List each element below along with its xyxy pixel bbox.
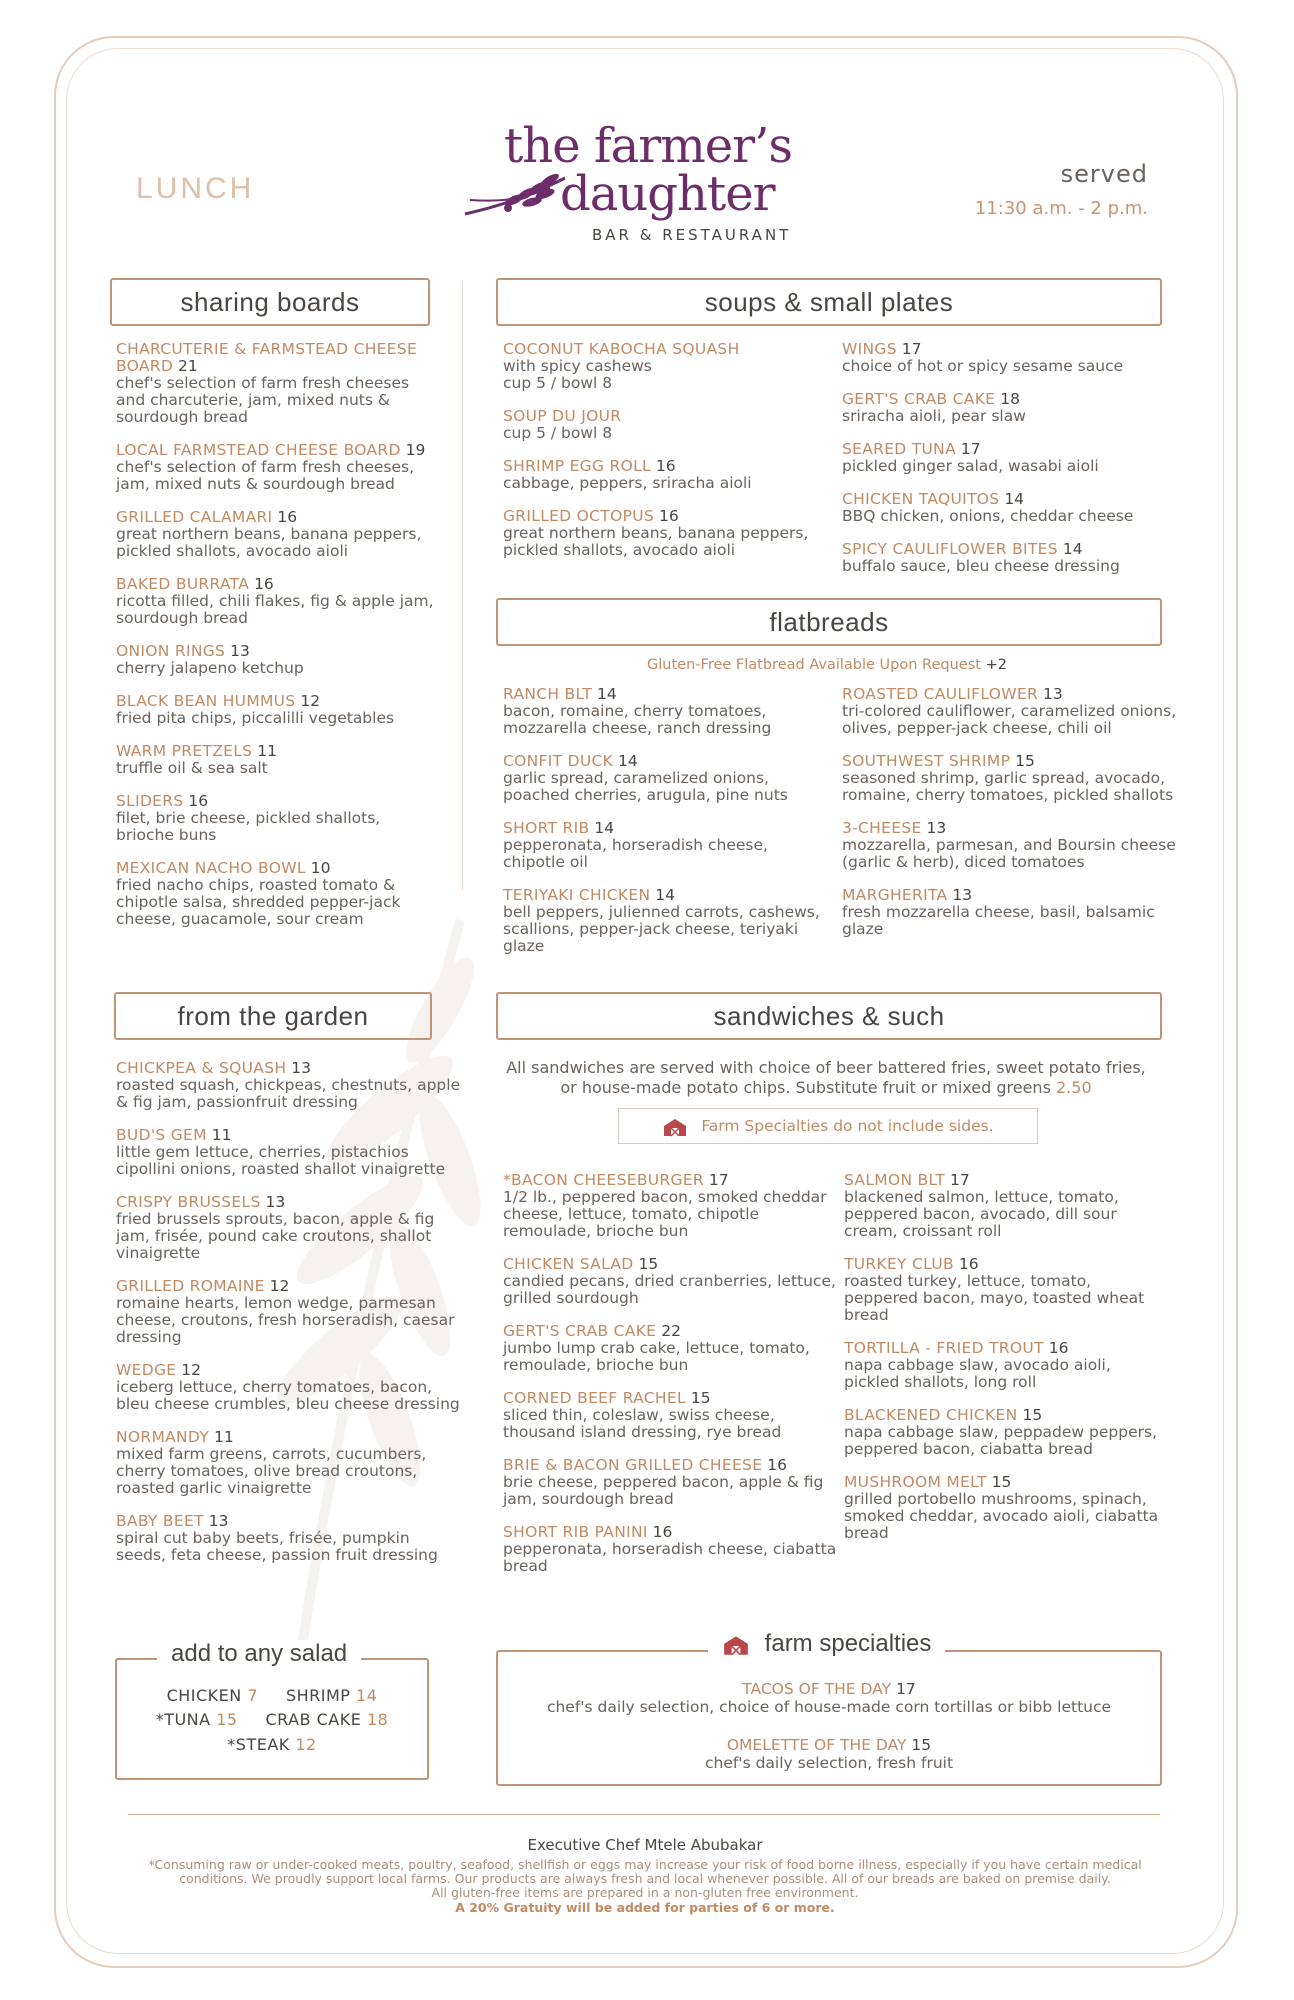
flatbread-note bbox=[496, 657, 1158, 673]
menu-item-description: 1/2 lb., peppered bacon, smoked cheddar cheese, lettuce, tomato, chipotle remoulade, brioche bun bbox=[503, 1188, 827, 1240]
menu-item-description: chef's selection of farm fresh cheeses, jam, mixed nuts & sourdough bread bbox=[116, 458, 415, 493]
menu-item-price: 21 bbox=[178, 357, 198, 375]
menu-item bbox=[503, 820, 823, 871]
menu-item bbox=[503, 1172, 843, 1240]
menu-item-price: 11 bbox=[211, 1126, 232, 1144]
menu-item-price: 13 bbox=[952, 886, 973, 904]
menu-item bbox=[503, 1457, 843, 1508]
menu-item-name: CHICKPEA & SQUASH bbox=[116, 1059, 287, 1077]
menu-item-description: roasted turkey, lettuce, tomato, peppered bacon, mayo, toasted wheat bread bbox=[844, 1272, 1145, 1324]
menu-item-name: SPICY CAULIFLOWER BITES bbox=[842, 540, 1058, 558]
menu-item-price: 15 bbox=[690, 1389, 711, 1407]
menu-item-description: bacon, romaine, cherry tomatoes, mozzarella cheese, ranch dressing bbox=[503, 702, 772, 737]
menu-item-description: with spicy cashews bbox=[503, 357, 652, 375]
menu-item-name: SOUTHWEST SHRIMP bbox=[842, 752, 1011, 770]
menu-item bbox=[503, 1390, 843, 1441]
meal-label: LUNCH bbox=[136, 172, 255, 205]
menu-item-price: 17 bbox=[901, 340, 922, 358]
menu-item-price: 10 bbox=[310, 859, 331, 877]
addon-crab: CRAB CAKE bbox=[265, 1710, 362, 1729]
menu-item-description: pepperonata, horseradish cheese, chipotle oil bbox=[503, 836, 768, 871]
menu-item bbox=[116, 1194, 461, 1262]
menu-item-description: seasoned shrimp, garlic spread, avocado, romaine, cherry tomatoes, pickled shallots bbox=[842, 769, 1174, 804]
menu-item bbox=[842, 820, 1182, 871]
section-sandwiches: sandwiches & such bbox=[496, 992, 1162, 1040]
menu-item-description: little gem lettuce, cherries, pistachios cipollini onions, roasted shallot vinaigrette bbox=[116, 1143, 446, 1178]
menu-item-description: truffle oil & sea salt bbox=[116, 759, 268, 777]
footer bbox=[120, 1836, 1170, 1915]
menu-item-price: 16 bbox=[188, 792, 209, 810]
menu-item-price: 13 bbox=[230, 642, 250, 660]
menu-item bbox=[116, 1362, 461, 1413]
menu-item bbox=[842, 753, 1182, 804]
menu-item bbox=[116, 1513, 461, 1564]
special-tacos-name: TACOS OF THE DAY bbox=[742, 1680, 892, 1698]
section-flatbreads: flatbreads bbox=[496, 598, 1162, 646]
menu-item-price: 14 bbox=[1004, 490, 1025, 508]
menu-item-price: 11 bbox=[214, 1428, 234, 1446]
menu-item bbox=[842, 441, 1162, 475]
menu-item-name: CHICKEN SALAD bbox=[503, 1255, 634, 1273]
barn-icon bbox=[722, 1634, 750, 1656]
addon-tuna-price: 15 bbox=[216, 1710, 238, 1729]
menu-item bbox=[116, 860, 436, 928]
flatbread-list-right bbox=[842, 686, 1182, 954]
menu-item-name: SHORT RIB bbox=[503, 819, 590, 837]
menu-item-name: BAKED BURRATA bbox=[116, 575, 250, 593]
logo bbox=[460, 118, 860, 248]
addon-crab-price: 18 bbox=[366, 1710, 389, 1729]
addon-steak-price: 12 bbox=[295, 1735, 317, 1754]
menu-item-name: CHICKEN TAQUITOS bbox=[842, 490, 1000, 508]
menu-item-name: GRILLED OCTOPUS bbox=[503, 507, 655, 525]
menu-item-price: 16 bbox=[652, 1523, 673, 1541]
menu-item-description: sliced thin, coleslaw, swiss cheese, thousand island dressing, rye bread bbox=[503, 1406, 782, 1441]
menu-item-name: BUD'S GEM bbox=[116, 1126, 207, 1144]
menu-item-price: 16 bbox=[254, 575, 274, 593]
menu-item-name: BLACK BEAN HUMMUS bbox=[116, 692, 296, 710]
section-soups: soups & small plates bbox=[496, 278, 1162, 326]
menu-item-description: ricotta filled, chili flakes, fig & apple jam, sourdough bread bbox=[116, 592, 434, 627]
menu-item-price: 19 bbox=[405, 441, 426, 459]
special-omelette-desc: chef's daily selection, fresh fruit bbox=[704, 1754, 954, 1772]
special-tacos-desc: chef's daily selection, choice of house-made corn tortillas or bibb lettuce bbox=[546, 1698, 1112, 1716]
menu-item-name: WINGS bbox=[842, 340, 897, 358]
menu-item-name: CORNED BEEF RACHEL bbox=[503, 1389, 686, 1407]
menu-item-name: ROASTED CAULIFLOWER bbox=[842, 685, 1039, 703]
menu-item-description: sriracha aioli, pear slaw bbox=[842, 407, 1026, 425]
menu-item bbox=[844, 1172, 1164, 1240]
menu-item bbox=[503, 1524, 843, 1575]
menu-item-name: NORMANDY bbox=[116, 1428, 210, 1446]
menu-item bbox=[842, 686, 1182, 737]
menu-item bbox=[842, 341, 1162, 375]
menu-item-name: TURKEY CLUB bbox=[844, 1255, 954, 1273]
menu-item-description: BBQ chicken, onions, cheddar cheese bbox=[842, 507, 1134, 525]
menu-item-name: GERT'S CRAB CAKE bbox=[842, 390, 996, 408]
menu-item-name: MUSHROOM MELT bbox=[844, 1473, 987, 1491]
menu-item-price: 13 bbox=[265, 1193, 286, 1211]
menu-item-price: 13 bbox=[291, 1059, 311, 1077]
menu-item bbox=[842, 887, 1182, 938]
menu-item-name: TERIYAKI CHICKEN bbox=[503, 886, 651, 904]
menu-item bbox=[116, 693, 436, 727]
menu-item-description: iceberg lettuce, cherry tomatoes, bacon, bleu cheese crumbles, bleu cheese dressing bbox=[116, 1378, 460, 1413]
menu-item-description: candied pecans, dried cranberries, lettuce, grilled sourdough bbox=[503, 1272, 836, 1307]
menu-item bbox=[503, 508, 823, 559]
menu-item-name: CRISPY BRUSSELS bbox=[116, 1193, 261, 1211]
menu-item-name: 3-CHEESE bbox=[842, 819, 922, 837]
menu-item bbox=[116, 1060, 461, 1111]
menu-item-price: 18 bbox=[1000, 390, 1020, 408]
section-sharing-boards: sharing boards bbox=[110, 278, 430, 326]
menu-item-name: WEDGE bbox=[116, 1361, 177, 1379]
garden-list bbox=[116, 1060, 461, 1580]
menu-item-price: 14 bbox=[655, 886, 676, 904]
special-omelette-name: OMELETTE OF THE DAY bbox=[726, 1736, 907, 1754]
farm-note bbox=[618, 1108, 1038, 1144]
menu-item-name: GRILLED ROMAINE bbox=[116, 1277, 265, 1295]
menu-item-name: BLACKENED CHICKEN bbox=[844, 1406, 1018, 1424]
menu-item-price: 12 bbox=[181, 1361, 202, 1379]
barn-icon bbox=[662, 1117, 688, 1137]
wheat-logo-icon bbox=[460, 166, 570, 226]
menu-item bbox=[116, 743, 436, 777]
menu-item-name: BRIE & BACON GRILLED CHEESE bbox=[503, 1456, 763, 1474]
menu-item-description: tri-colored cauliflower, caramelized onions, olives, pepper-jack cheese, chili oil bbox=[842, 702, 1177, 737]
section-garden: from the garden bbox=[114, 992, 432, 1040]
menu-item-name: GERT'S CRAB CAKE bbox=[503, 1322, 657, 1340]
farm-specialties-title bbox=[708, 1630, 945, 1658]
add-salad-title: add to any salad bbox=[157, 1640, 361, 1668]
menu-item-price: 16 bbox=[767, 1456, 787, 1474]
menu-item-name: LOCAL FARMSTEAD CHEESE BOARD bbox=[116, 441, 401, 459]
sandwich-list-left bbox=[503, 1172, 843, 1591]
menu-item-description: buffalo sauce, bleu cheese dressing bbox=[842, 557, 1120, 575]
menu-item-price: 17 bbox=[708, 1171, 729, 1189]
menu-item bbox=[844, 1256, 1164, 1324]
menu-item bbox=[503, 887, 823, 955]
menu-item bbox=[842, 391, 1162, 425]
menu-item-description: spiral cut baby beets, frisée, pumpkin seeds, feta cheese, passion fruit dressing bbox=[116, 1529, 438, 1564]
addon-chicken-price: 7 bbox=[247, 1686, 259, 1705]
menu-item-description: jumbo lump crab cake, lettuce, tomato, remoulade, brioche bun bbox=[503, 1339, 810, 1374]
menu-item-price: 16 bbox=[1048, 1339, 1069, 1357]
served-block bbox=[975, 160, 1148, 219]
menu-item bbox=[116, 509, 436, 560]
menu-item-description: mixed farm greens, carrots, cucumbers, cherry tomatoes, olive bread croutons, roasted garlic vinaigrette bbox=[116, 1445, 427, 1497]
addon-shrimp-price: 14 bbox=[356, 1686, 378, 1705]
menu-item-name: ONION RINGS bbox=[116, 642, 226, 660]
gratuity-note: A 20% Gratuity will be added for parties of 6 or more. bbox=[455, 1900, 835, 1915]
menu-item-description: great northern beans, banana peppers, pickled shallots, avocado aioli bbox=[503, 524, 809, 559]
menu-item-description: brie cheese, peppered bacon, apple & fig jam, sourdough bread bbox=[503, 1473, 824, 1508]
footer-divider bbox=[128, 1814, 1160, 1815]
menu-item-description: garlic spread, caramelized onions, poached cherries, arugula, pine nuts bbox=[503, 769, 788, 804]
menu-item-price: 16 bbox=[655, 457, 676, 475]
menu-item-price: 14 bbox=[594, 819, 615, 837]
menu-item bbox=[116, 341, 436, 426]
menu-item-name: TORTILLA - FRIED TROUT bbox=[844, 1339, 1044, 1357]
menu-item bbox=[503, 686, 823, 737]
menu-item-description: fresh mozzarella cheese, basil, balsamic glaze bbox=[842, 903, 1155, 938]
menu-item bbox=[116, 1429, 461, 1497]
menu-item-price: 17 bbox=[960, 440, 981, 458]
special-tacos-price: 17 bbox=[896, 1680, 916, 1698]
menu-item-description: mozzarella, parmesan, and Boursin cheese (garlic & herb), diced tomatoes bbox=[842, 836, 1176, 871]
menu-item-price: 14 bbox=[618, 752, 638, 770]
addon-shrimp: SHRIMP bbox=[285, 1686, 351, 1705]
disclaimer-line-3: All gluten-free items are prepared in a non-gluten free environment. bbox=[431, 1885, 859, 1900]
menu-item-name: SLIDERS bbox=[116, 792, 184, 810]
menu-item-description: blackened salmon, lettuce, tomato, peppered bacon, avocado, dill sour cream, croissant roll bbox=[844, 1188, 1119, 1240]
column-divider bbox=[462, 280, 463, 890]
menu-item-description: cup 5 / bowl 8 bbox=[503, 424, 613, 442]
executive-chef: Executive Chef Mtele Abubakar bbox=[527, 1836, 763, 1854]
menu-item-name: COCONUT KABOCHA SQUASH bbox=[503, 340, 740, 358]
menu-item bbox=[116, 793, 436, 844]
add-salad-line-3 bbox=[117, 1735, 427, 1754]
menu-item bbox=[844, 1340, 1164, 1391]
add-salad-line-1 bbox=[117, 1686, 427, 1705]
menu-item-price: 13 bbox=[926, 819, 947, 837]
sharing-list bbox=[116, 341, 436, 944]
menu-item bbox=[503, 753, 823, 804]
menu-item-description: fried brussels sprouts, bacon, apple & fig jam, frisée, pound cake croutons, shallot vinaigrette bbox=[116, 1210, 435, 1262]
menu-item bbox=[116, 576, 436, 627]
menu-item bbox=[116, 643, 436, 677]
menu-item-name: CHARCUTERIE & FARMSTEAD CHEESE BOARD bbox=[116, 340, 418, 375]
menu-item bbox=[116, 442, 436, 493]
menu-item bbox=[844, 1407, 1164, 1458]
special-tacos bbox=[498, 1680, 1160, 1716]
menu-item-description: great northern beans, banana peppers, pickled shallots, avocado aioli bbox=[116, 525, 422, 560]
special-omelette-price: 15 bbox=[911, 1736, 932, 1754]
sandwich-intro-price: 2.50 bbox=[1056, 1078, 1092, 1097]
menu-item-price: 16 bbox=[277, 508, 298, 526]
menu-item-name: RANCH BLT bbox=[503, 685, 593, 703]
menu-item-price: 12 bbox=[300, 692, 321, 710]
menu-item-name: *BACON CHEESEBURGER bbox=[503, 1171, 704, 1189]
menu-item-description: bell peppers, julienned carrots, cashews, scallions, pepper-jack cheese, teriyaki glaze bbox=[503, 903, 820, 955]
add-salad-box bbox=[115, 1640, 429, 1780]
menu-item-price: 22 bbox=[661, 1322, 681, 1340]
menu-item-name: BABY BEET bbox=[116, 1512, 204, 1530]
menu-item-name: GRILLED CALAMARI bbox=[116, 508, 273, 526]
menu-item-price: 15 bbox=[991, 1473, 1012, 1491]
menu-item-description-extra: cup 5 / bowl 8 bbox=[503, 374, 613, 392]
menu-item-description: roasted squash, chickpeas, chestnuts, apple & fig jam, passionfruit dressing bbox=[116, 1076, 461, 1111]
menu-item-name: WARM PRETZELS bbox=[116, 742, 253, 760]
special-omelette bbox=[498, 1736, 1160, 1772]
menu-item bbox=[503, 408, 823, 442]
menu-item-description: chef's selection of farm fresh cheeses and charcuterie, jam, mixed nuts & sourdough bread bbox=[116, 374, 410, 426]
menu-item-price: 15 bbox=[1022, 1406, 1043, 1424]
menu-item-price: 12 bbox=[269, 1277, 290, 1295]
served-time: 11:30 a.m. - 2 p.m. bbox=[974, 198, 1148, 219]
addon-chicken: CHICKEN bbox=[166, 1686, 242, 1705]
menu-item-name: SHORT RIB PANINI bbox=[503, 1523, 648, 1541]
disclaimer-line-1: *Consuming raw or under-cooked meats, poultry, seafood, shellfish or eggs may increase your risk of food borne illness, especially if you have certain medical bbox=[148, 1857, 1142, 1872]
farm-specialties-box bbox=[496, 1630, 1162, 1786]
flatbread-note-price: +2 bbox=[985, 657, 1007, 673]
flatbread-note-text: Gluten-Free Flatbread Available Upon Request bbox=[647, 657, 981, 673]
menu-item-name: SEARED TUNA bbox=[842, 440, 956, 458]
sandwich-list-right bbox=[844, 1172, 1164, 1558]
served-label: served bbox=[1060, 160, 1148, 188]
sandwich-intro-text: All sandwiches are served with choice of beer battered fries, sweet potato fries, or house-made potato chips. Substitute fruit or mixed greens bbox=[506, 1058, 1146, 1097]
menu-item-price: 13 bbox=[208, 1512, 229, 1530]
addon-tuna: *TUNA bbox=[155, 1710, 211, 1729]
add-salad-line-2 bbox=[117, 1710, 427, 1729]
menu-item-price: 15 bbox=[638, 1255, 659, 1273]
menu-item-name: SOUP DU JOUR bbox=[503, 407, 622, 425]
menu-item-name: MARGHERITA bbox=[842, 886, 948, 904]
menu-item bbox=[116, 1278, 461, 1346]
menu-item-price: 16 bbox=[958, 1255, 979, 1273]
menu-item-description: choice of hot or spicy sesame sauce bbox=[842, 357, 1124, 375]
farm-specialties-label: farm specialties bbox=[764, 1630, 932, 1657]
menu-item-name: SALMON BLT bbox=[844, 1171, 946, 1189]
farm-note-text: Farm Specialties do not include sides. bbox=[701, 1117, 994, 1135]
menu-item-name: SHRIMP EGG ROLL bbox=[503, 457, 651, 475]
menu-item-description: cherry jalapeno ketchup bbox=[116, 659, 304, 677]
menu-item bbox=[842, 541, 1162, 575]
menu-item-price: 15 bbox=[1015, 752, 1035, 770]
menu-item bbox=[116, 1127, 461, 1178]
menu-item bbox=[503, 1256, 843, 1307]
logo-subtitle: BAR & RESTAURANT bbox=[592, 226, 792, 244]
menu-item bbox=[844, 1474, 1164, 1542]
menu-item-description: fried nacho chips, roasted tomato & chipotle salsa, shredded pepper-jack cheese, guacamole, sour cream bbox=[116, 876, 401, 928]
menu-item-description: pepperonata, horseradish cheese, ciabatta bread bbox=[503, 1540, 837, 1575]
menu-item-price: 16 bbox=[658, 507, 679, 525]
menu-item-description: filet, brie cheese, pickled shallots, brioche buns bbox=[116, 809, 381, 844]
menu-item bbox=[842, 491, 1162, 525]
menu-item-description: napa cabbage slaw, peppadew peppers, peppered bacon, ciabatta bread bbox=[844, 1423, 1157, 1458]
menu-item-price: 11 bbox=[257, 742, 277, 760]
menu-item-description: cabbage, peppers, sriracha aioli bbox=[503, 474, 752, 492]
disclaimer-line-2: conditions. We proudly support local farms. Our products are always fresh and local whenever possible. All of our breads are baked on premise daily. bbox=[179, 1871, 1111, 1886]
menu-item-price: 17 bbox=[950, 1171, 970, 1189]
menu-item-description: grilled portobello mushrooms, spinach, smoked cheddar, avocado aioli, ciabatta bread bbox=[844, 1490, 1159, 1542]
menu-item-description: fried pita chips, piccalilli vegetables bbox=[116, 709, 395, 727]
menu-item-description: pickled ginger salad, wasabi aioli bbox=[842, 457, 1099, 475]
menu-item-description: romaine hearts, lemon wedge, parmesan cheese, croutons, fresh horseradish, caesar dressing bbox=[116, 1294, 455, 1346]
menu-item-price: 14 bbox=[597, 685, 617, 703]
soups-list-left bbox=[503, 341, 823, 575]
menu-item-price: 14 bbox=[1062, 540, 1083, 558]
addon-steak: *STEAK bbox=[227, 1735, 290, 1754]
menu-item-name: CONFIT DUCK bbox=[503, 752, 614, 770]
flatbread-list-left bbox=[503, 686, 823, 971]
soups-list-right bbox=[842, 341, 1162, 591]
menu-item-description: napa cabbage slaw, avocado aioli, pickled shallots, long roll bbox=[844, 1356, 1111, 1391]
sandwich-intro bbox=[496, 1058, 1156, 1098]
menu-item-price: 13 bbox=[1042, 685, 1063, 703]
menu-item bbox=[503, 1323, 843, 1374]
menu-item-name: MEXICAN NACHO BOWL bbox=[116, 859, 306, 877]
menu-item bbox=[503, 341, 823, 392]
logo-line-2: daughter bbox=[560, 166, 775, 222]
menu-item bbox=[503, 458, 823, 492]
logo-line-1: the farmer’s bbox=[504, 118, 792, 174]
